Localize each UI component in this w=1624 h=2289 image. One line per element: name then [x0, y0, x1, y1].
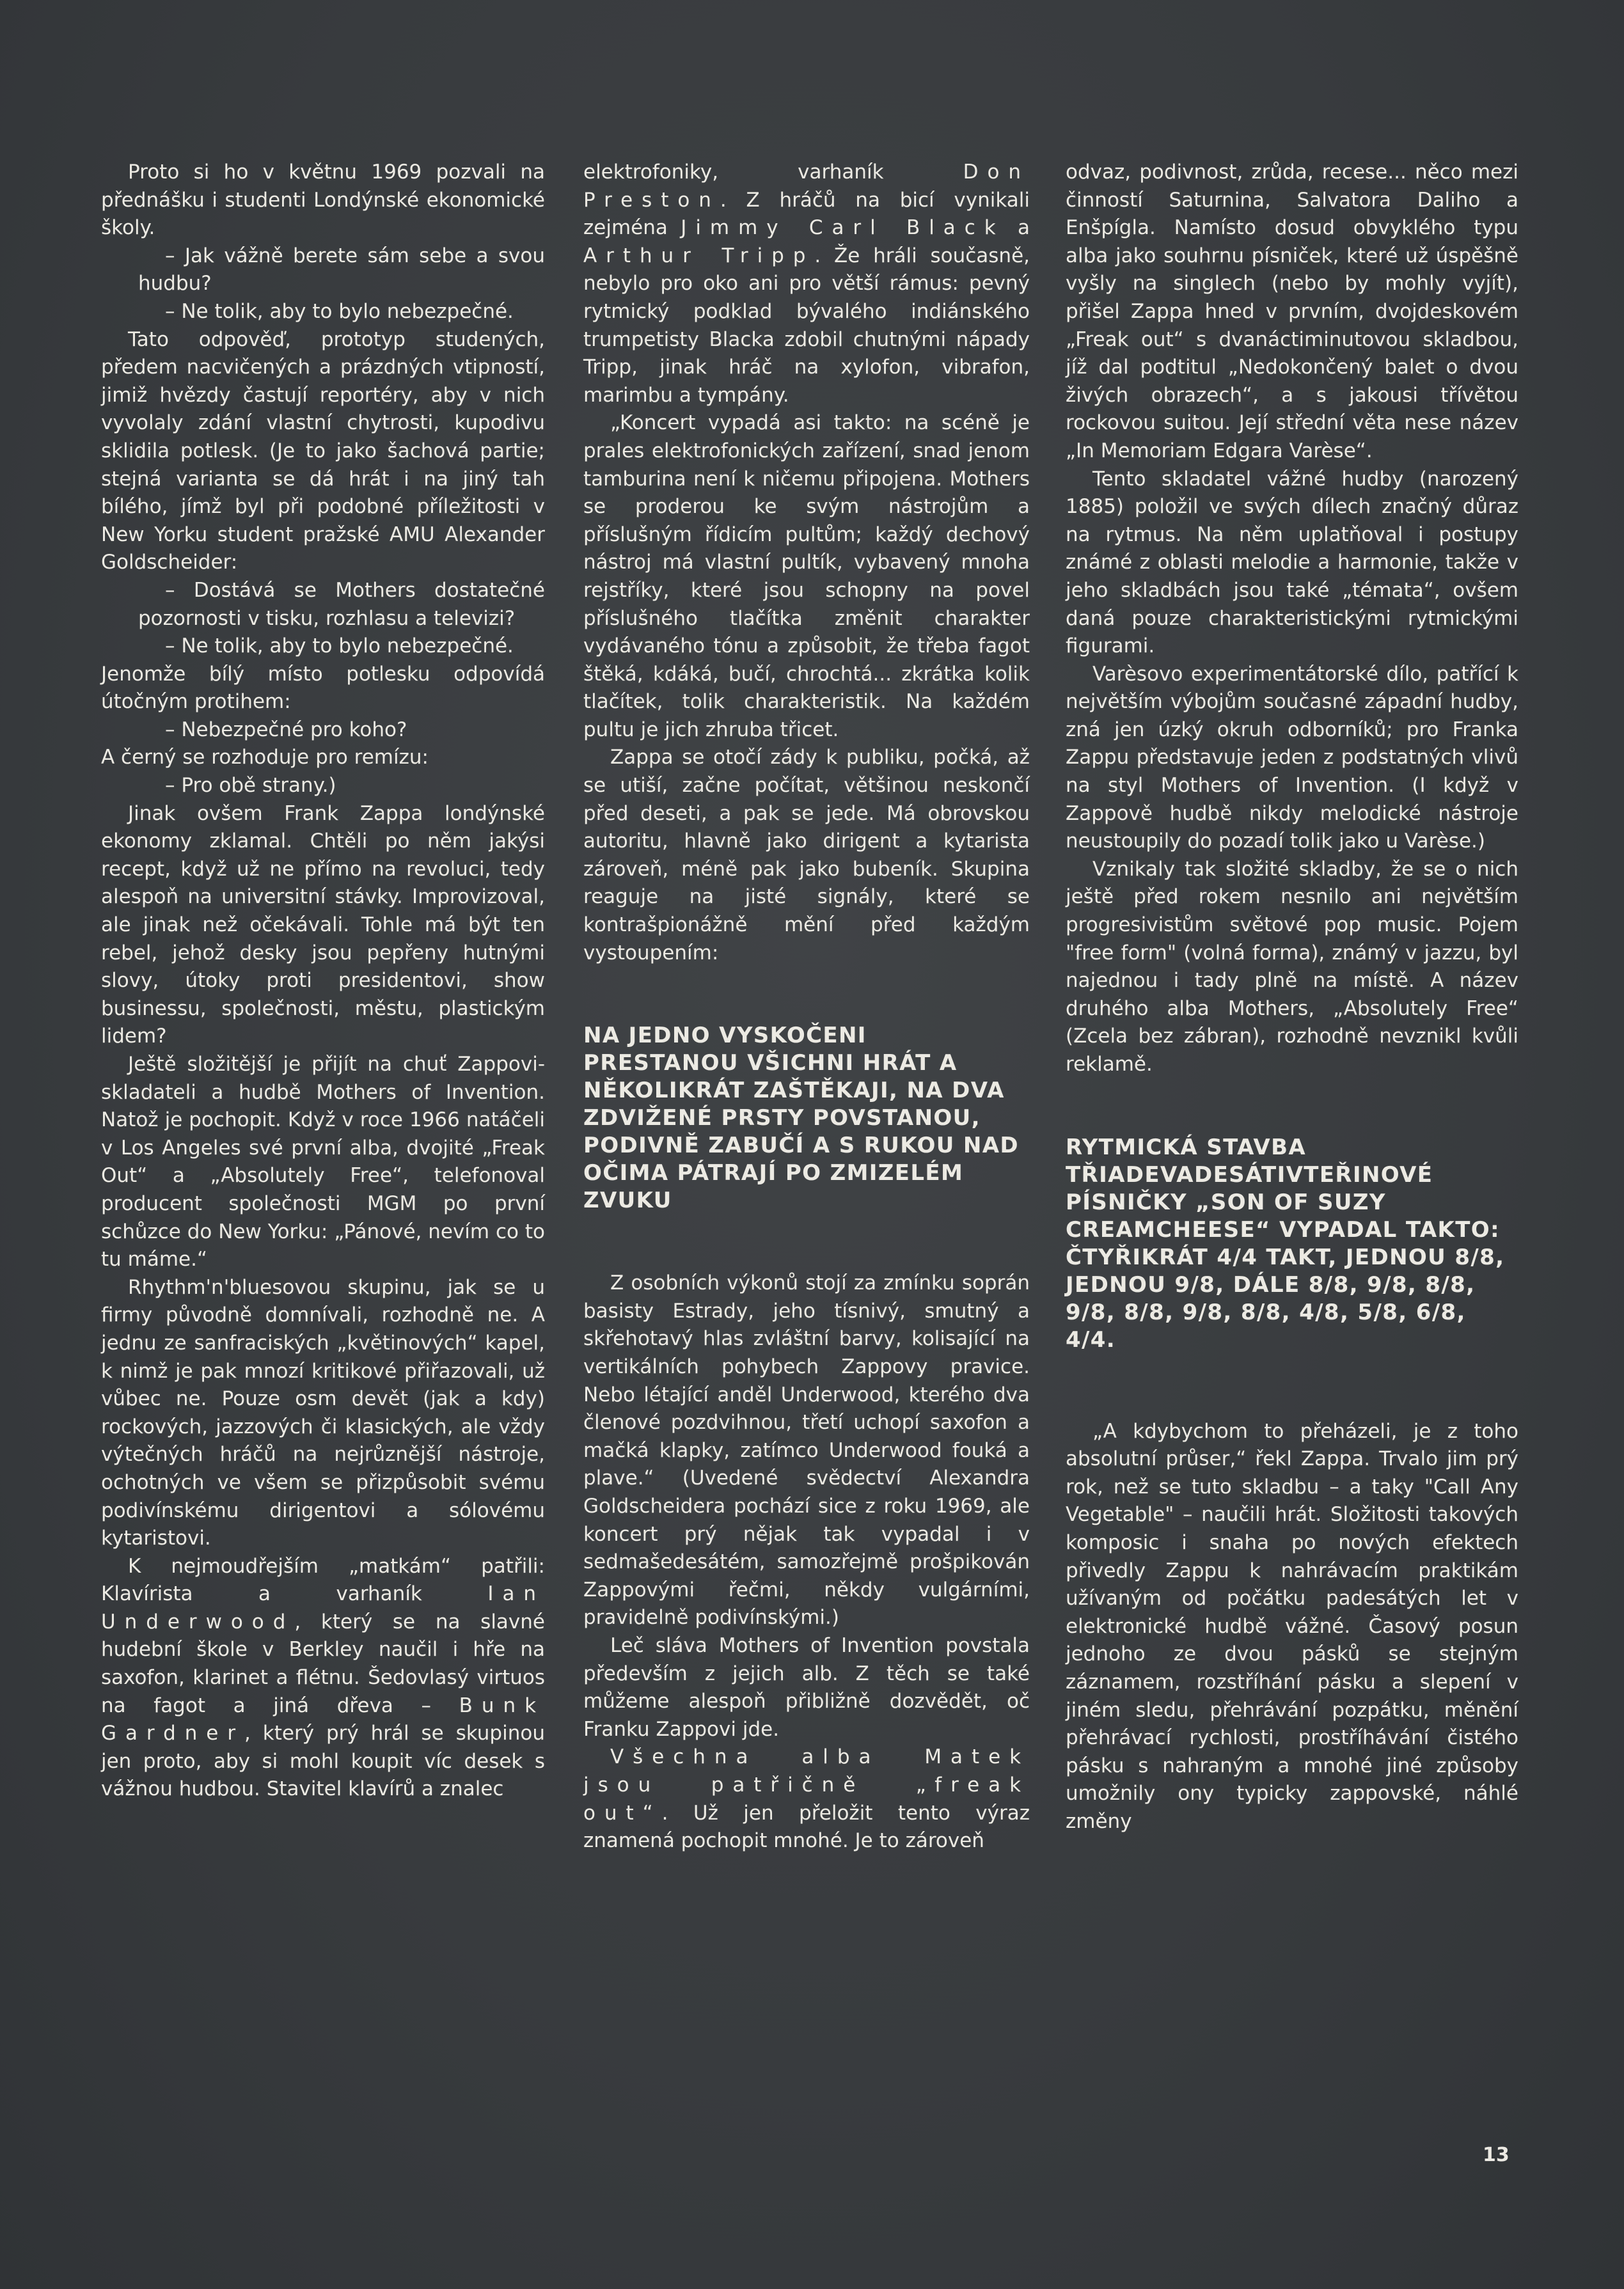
paragraph: Tento skladatel vážné hudby (narozený 1885) položil ve svých dílech značný důraz na rytmus. Na něm uplatňoval i postupy známé z oblasti melodie a harmonie, takže v jeho skladbách jsou také „témata“, ovšem daná pouze charakteristickými rytmickými figurami. [1066, 467, 1518, 658]
paragraph: elektrofoniky, varhaník Don Preston. Z hráčů na bicí vynikali zejména Jimmy Carl Black a Arthur Tripp. Že hráli současně, nebylo pro oko ani pro větší rámus: pevný rytmický podklad bývalého indiánského trumpetisty Blacka zdobil chutnými nápady Tripp, jinak hráč na xylofon, vibrafon, marimbu a tympány. [583, 161, 1030, 407]
dialogue-line: – Ne tolik, aby to bylo nebezpečné. [165, 299, 514, 323]
paragraph: Proto si ho v květnu 1969 pozvali na přednášku i studenti Londýnské ekonomické školy. [101, 161, 545, 240]
column-right-top [1066, 159, 1518, 1079]
pull-quote-right: RYTMICKÁ STAVBA TŘIADEVADESÁTIVTEŘINOVÉ PÍSNIČKY „SON OF SUZY CREAMCHEESE“ VYPADAL TAKTO: ČTYŘIKRÁT 4/4 TAKT, JEDNOU 8/8, JEDNOU 9/8, DÁLE 8/8, 9/8, 8/8, 9/8, 8/8, 9/8, 8/8, 4/8, 5/8, 6/8, 4/4. [1066, 1134, 1505, 1353]
paragraph: Rhythm'n'bluesovou skupinu, jak se u firmy původně domnívali, rozhodně ne. A jednu ze sanfraciských „květinových“ kapel, k nimž je pak mnozí kritikové přiřazovali, už vůbec ne. Pouze osm devět (jak a kdy) rockových, jazzových či klasických, ale vždy výtečných hráčů na nejrůznější nástroje, ochotných ve všem se přizpůsobit svému podivínskému dirigentovi a sólovému kytaristovi. [101, 1275, 545, 1550]
paragraph: „A kdybychom to přeházeli, je z toho absolutní průser,“ řekl Zappa. Trvalo jim prý rok, než se tuto skladbu – a taky "Call Any Vegetable" – naučili hrát. Složitosti takových komposic i snaha po nových efektech přivedly Zappu k nahrávacím praktikám užívaným od počátku padesátých let v elektronické hudbě vážné. Časový posun jednoho ze dvou pásků se stejným záznamem, rozstříhání pásku a slepení v jiném sledu, přehrávání pozpátku, měnění přehrávací rychlosti, prostříhávání čistého pásku s nahraným a mnohé jiné způsoby umožnily ony typicky zappovské, náhlé změny [1066, 1419, 1518, 1833]
paragraph: Ještě složitější je přijít na chuť Zappovi-skladateli a hudbě Mothers of Invention. Natož je pochopit. Když v roce 1966 natáčeli v Los Angeles své první alba, dvojité „Freak Out“ a „Absolutely Free“, telefonoval producent společnosti MGM po první schůzce do New Yorku: „Pánové, nevím co to tu máme.“ [101, 1053, 545, 1271]
paragraph: K nejmoudřejším „matkám“ patřili: Klavírista a varhaník Ian Underwood, který se na slavné hudební škole v Berkley naučil i hře na saxofon, klarinet a flétnu. Šedovlasý virtuos na fagot a jiná dřeva – Bunk Gardner, který prý hrál se skupinou jen proto, aby si mohl koupit víc desek s vážnou hudbou. Stavitel klavírů a znalec [101, 1554, 545, 1801]
dialogue-line: – Nebezpečné pro koho? [165, 718, 407, 741]
paragraph: Zappa se otočí zády k publiku, počká, až se utiší, začne počítat, většinou neskončí před deseti, a pak se jede. Má obrovskou autoritu, hlavně jako dirigent a kytarista zároveň, méně pak jako bubeník. Skupina reaguje na jisté signály, které se kontrašpionážně mění před každým vystoupením: [583, 746, 1030, 964]
column-right-bottom [1066, 1418, 1518, 1836]
paragraph: Vznikaly tak složité skladby, že se o nich ještě před rokem nesnilo ani největším progresivistům světové pop music. Pojem "free form" (volná forma), známý v jazzu, byl najednou i tady plně na místě. A název druhého alba Mothers, „Absolutely Free“ (Zcela bez zábran), rozhodně nevznikl kvůli reklamě. [1066, 857, 1518, 1076]
paragraph: Všechna alba Matek jsou patřičně „freak out“. Už jen přeložit tento výraz znamená pochopit mnohé. Je to zároveň [583, 1745, 1030, 1853]
pull-quote-middle: NA JEDNO VYSKOČENI PRESTANOU VŠICHNI HRÁT A NĚKOLIKRÁT ZAŠTĚKAJI, NA DVA ZDVIŽENÉ PRSTY POVSTANOU, PODIVNĚ ZABUČÍ A S RUKOU NAD OČIMA PÁTRAJÍ PO ZMIZELÉM ZVUKU [583, 1023, 1019, 1214]
paragraph: Jenomže bílý místo potlesku odpovídá útočným protihem: [101, 662, 545, 714]
paragraph: Tato odpověď, prototyp studených, předem nacvičených a prázdných vtipností, jimiž hvězdy častují reportéry, aby v nich vyvolaly zdání vlastní chytrosti, kupodivu sklidila potlesk. (Je to jako šachová partie; stejná varianta se dá hrát i na jiný tah bílého, jímž byl při podobné příležitosti v New Yorku student pražské AMU Alexander Goldscheider: [101, 327, 545, 574]
page-number: 13 [1483, 2144, 1510, 2166]
dialogue-line: – Ne tolik, aby to bylo nebezpečné. [165, 634, 514, 658]
dialogue-line: – Pro obě strany.) [165, 774, 336, 798]
column-right [1066, 159, 1518, 1836]
column-left [101, 159, 545, 1804]
dialogue-line: – Jak vážně berete sám sebe a svou hudbu? [138, 244, 545, 295]
paragraph: Jinak ovšem Frank Zappa londýnské ekonomy zklamal. Chtěli po něm jakýsi recept, když už ne přímo na revoluci, tedy alespoň na universitní stávky. Improvizoval, ale jinak než očekávali. Tohle má být ten rebel, jehož desky jsou pepřeny hutnými slovy, útoky proti presidentovi, show businessu, společnosti, městu, plastickým lidem? [101, 801, 545, 1048]
paragraph: Z osobních výkonů stojí za zmínku soprán basisty Estrady, jeho tísnivý, smutný a skřehotavý hlas zvláštní barvy, kolisající na vertikálních pohybech Zappovy pravice. Nebo létající anděl Underwood, kterého dva členové pozdvihnou, třetí uchopí saxofon a mačká klapky, zatímco Underwood fouká a plave.“ (Uvedené svědectví Alexandra Goldscheidera pochází sice z roku 1969, ale koncert prý nějak tak vypadal i v sedmašedesátém, samozřejmě prošpikován Zappovými řečmi, někdy vulgárními, pravidelně podivínskými.) [583, 1271, 1030, 1630]
dialogue-line: – Dostává se Mothers dostatečné pozornosti v tisku, rozhlasu a televizi? [138, 578, 545, 630]
paragraph: Varèsovo experimentátorské dílo, patřící k největším výbojům současné západní hudby, zná jen úzký okruh odborníků; pro Franka Zappu představuje jeden z podstatných vlivů na styl Mothers of Invention. (I když v Zappově hudbě nikdy melodické nástroje neustoupily do pozadí tolik jako u Varèse.) [1066, 662, 1518, 853]
paragraph: „Koncert vypadá asi takto: na scéně je prales elektrofonických zařízení, snad jenom tamburina není k ničemu připojena. Mothers se proderou ke svým nástrojům a příslušným řídicím pultům; každý dechový nástroj má vlastní pultík, vybavený mnoha rejstříky, které jsou schopny na povel příslušného tlačítka změnit charakter vydávaného tónu a způsobit, že třeba fagot štěká, kdáká, bučí, chrochtá... zkrátka kolik tlačítek, tolik charakteristik. Na každém pultu je jich zhruba třicet. [583, 411, 1030, 741]
paragraph: Leč sláva Mothers of Invention povstala především z jejich alb. Z těch se také můžeme alespoň přibližně dozvědět, oč Franku Zappovi jde. [583, 1633, 1030, 1741]
column-middle-top [583, 159, 1030, 967]
column-middle [583, 159, 1030, 1855]
paragraph: odvaz, podivnost, zrůda, recese... něco mezi činností Saturnina, Salvatora Daliho a Enšpígla. Namísto dosud obvyklého typu alba jako souhrnu písniček, které už úspěšně vyšly na singlech (nebo by mohly vyjít), přišel Zappa hned v prvním, dvojdeskovém „Freak out“ s dvanáctiminutovou skladbou, jíž dal podtitul „Nedokončený balet o dvou živých obrazech“, a s jakousi třívětou rockovou suitou. Její střední věta nese název „In Memoriam Edgara Varèse“. [1066, 161, 1518, 462]
paragraph: A černý se rozhoduje pro remízu: [101, 746, 429, 769]
column-middle-bottom [583, 1270, 1030, 1855]
